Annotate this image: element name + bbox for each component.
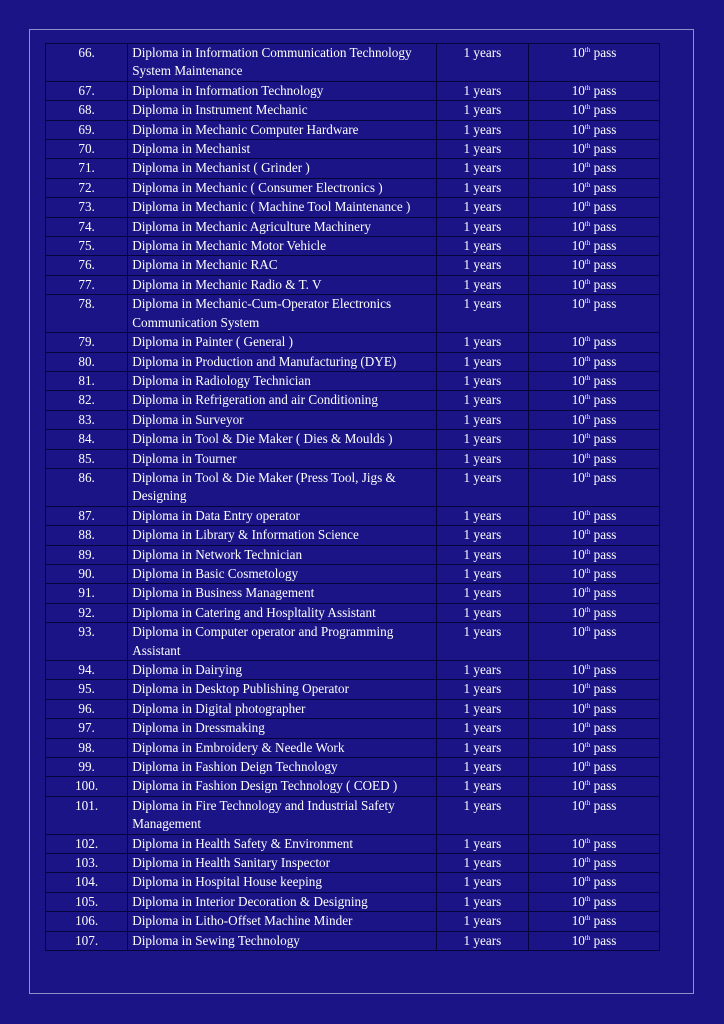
course-name: Diploma in Surveyor [128, 410, 437, 429]
course-eligibility: 10th pass [529, 101, 660, 120]
course-duration: 1 years [436, 603, 528, 622]
table-row [46, 699, 660, 718]
course-eligibility: 10th pass [529, 603, 660, 622]
course-name: Diploma in Health Sanitary Inspector [128, 854, 437, 873]
row-number: 91. [46, 584, 128, 603]
course-eligibility: 10th pass [529, 140, 660, 159]
course-eligibility: 10th pass [529, 699, 660, 718]
course-duration: 1 years [436, 140, 528, 159]
course-duration: 1 years [436, 430, 528, 449]
course-name: Diploma in Refrigeration and air Conditioning [128, 391, 437, 410]
row-number: 88. [46, 526, 128, 545]
row-number: 94. [46, 661, 128, 680]
course-eligibility: 10th pass [529, 912, 660, 931]
course-duration: 1 years [436, 256, 528, 275]
course-duration: 1 years [436, 699, 528, 718]
course-duration: 1 years [436, 217, 528, 236]
course-name: Diploma in Health Safety & Environment [128, 834, 437, 853]
course-duration: 1 years [436, 352, 528, 371]
course-name: Diploma in Mechanic Computer Hardware [128, 120, 437, 139]
course-eligibility: 10th pass [529, 758, 660, 777]
table-row [46, 854, 660, 873]
course-duration: 1 years [436, 506, 528, 525]
table-row [46, 295, 660, 333]
table-row [46, 256, 660, 275]
course-name: Diploma in Digital photographer [128, 699, 437, 718]
course-eligibility: 10th pass [529, 892, 660, 911]
course-duration: 1 years [436, 159, 528, 178]
table-row [46, 796, 660, 834]
course-name: Diploma in Data Entry operator [128, 506, 437, 525]
course-name: Diploma in Dairying [128, 661, 437, 680]
course-eligibility: 10th pass [529, 468, 660, 506]
table-row [46, 777, 660, 796]
table-row [46, 564, 660, 583]
row-number: 75. [46, 237, 128, 256]
table-row [46, 237, 660, 256]
course-duration: 1 years [436, 295, 528, 333]
course-duration: 1 years [436, 526, 528, 545]
course-eligibility: 10th pass [529, 391, 660, 410]
course-name: Diploma in Mechanic ( Machine Tool Maintenance ) [128, 198, 437, 217]
table-row [46, 81, 660, 100]
row-number: 81. [46, 371, 128, 390]
table-row [46, 545, 660, 564]
course-duration: 1 years [436, 81, 528, 100]
table-row [46, 603, 660, 622]
row-number: 102. [46, 834, 128, 853]
course-duration: 1 years [436, 237, 528, 256]
course-eligibility: 10th pass [529, 430, 660, 449]
table-row [46, 44, 660, 82]
table-row [46, 217, 660, 236]
course-duration: 1 years [436, 333, 528, 352]
row-number: 79. [46, 333, 128, 352]
row-number: 101. [46, 796, 128, 834]
row-number: 92. [46, 603, 128, 622]
course-name: Diploma in Mechanist [128, 140, 437, 159]
course-eligibility: 10th pass [529, 449, 660, 468]
course-eligibility: 10th pass [529, 44, 660, 82]
row-number: 95. [46, 680, 128, 699]
course-eligibility: 10th pass [529, 545, 660, 564]
course-name: Diploma in Interior Decoration & Designing [128, 892, 437, 911]
course-eligibility: 10th pass [529, 931, 660, 950]
row-number: 76. [46, 256, 128, 275]
course-eligibility: 10th pass [529, 661, 660, 680]
table-row [46, 410, 660, 429]
row-number: 100. [46, 777, 128, 796]
course-eligibility: 10th pass [529, 371, 660, 390]
course-duration: 1 years [436, 931, 528, 950]
course-name: Diploma in Mechanist ( Grinder ) [128, 159, 437, 178]
course-name: Diploma in Hospital House keeping [128, 873, 437, 892]
course-name: Diploma in Information Technology [128, 81, 437, 100]
table-row [46, 873, 660, 892]
course-eligibility: 10th pass [529, 352, 660, 371]
row-number: 106. [46, 912, 128, 931]
course-eligibility: 10th pass [529, 198, 660, 217]
course-table [45, 43, 660, 951]
row-number: 105. [46, 892, 128, 911]
row-number: 84. [46, 430, 128, 449]
row-number: 66. [46, 44, 128, 82]
course-duration: 1 years [436, 834, 528, 853]
row-number: 70. [46, 140, 128, 159]
row-number: 97. [46, 719, 128, 738]
course-duration: 1 years [436, 545, 528, 564]
course-eligibility: 10th pass [529, 410, 660, 429]
course-eligibility: 10th pass [529, 333, 660, 352]
course-duration: 1 years [436, 912, 528, 931]
row-number: 67. [46, 81, 128, 100]
course-duration: 1 years [436, 892, 528, 911]
course-duration: 1 years [436, 120, 528, 139]
row-number: 103. [46, 854, 128, 873]
course-duration: 1 years [436, 449, 528, 468]
course-eligibility: 10th pass [529, 719, 660, 738]
course-name: Diploma in Litho-Offset Machine Minder [128, 912, 437, 931]
course-eligibility: 10th pass [529, 680, 660, 699]
course-name: Diploma in Mechanic RAC [128, 256, 437, 275]
course-name: Diploma in Sewing Technology [128, 931, 437, 950]
course-duration: 1 years [436, 44, 528, 82]
table-row [46, 352, 660, 371]
course-name: Diploma in Mechanic Motor Vehicle [128, 237, 437, 256]
row-number: 72. [46, 178, 128, 197]
row-number: 74. [46, 217, 128, 236]
table-row [46, 834, 660, 853]
row-number: 73. [46, 198, 128, 217]
course-name: Diploma in Tool & Die Maker ( Dies & Moulds ) [128, 430, 437, 449]
course-eligibility: 10th pass [529, 526, 660, 545]
row-number: 83. [46, 410, 128, 429]
row-number: 107. [46, 931, 128, 950]
course-name: Diploma in Library & Information Science [128, 526, 437, 545]
table-row [46, 391, 660, 410]
table-row [46, 333, 660, 352]
table-row [46, 371, 660, 390]
course-name: Diploma in Tool & Die Maker (Press Tool, Jigs & Designing [128, 468, 437, 506]
row-number: 99. [46, 758, 128, 777]
row-number: 85. [46, 449, 128, 468]
document-page [29, 29, 694, 994]
course-name: Diploma in Fashion Deign Technology [128, 758, 437, 777]
course-duration: 1 years [436, 275, 528, 294]
course-eligibility: 10th pass [529, 777, 660, 796]
course-name: Diploma in Fire Technology and Industrial Safety Management [128, 796, 437, 834]
course-name: Diploma in Production and Manufacturing (DYE) [128, 352, 437, 371]
course-eligibility: 10th pass [529, 275, 660, 294]
table-row [46, 468, 660, 506]
course-duration: 1 years [436, 391, 528, 410]
course-eligibility: 10th pass [529, 81, 660, 100]
table-row [46, 159, 660, 178]
course-duration: 1 years [436, 198, 528, 217]
table-row [46, 275, 660, 294]
table-row [46, 719, 660, 738]
table-row [46, 661, 660, 680]
course-eligibility: 10th pass [529, 237, 660, 256]
table-row [46, 449, 660, 468]
course-duration: 1 years [436, 468, 528, 506]
table-row [46, 430, 660, 449]
row-number: 93. [46, 623, 128, 661]
course-duration: 1 years [436, 680, 528, 699]
course-name: Diploma in Dressmaking [128, 719, 437, 738]
course-duration: 1 years [436, 371, 528, 390]
table-row [46, 892, 660, 911]
course-eligibility: 10th pass [529, 295, 660, 333]
course-duration: 1 years [436, 873, 528, 892]
row-number: 98. [46, 738, 128, 757]
table-row [46, 758, 660, 777]
table-row [46, 680, 660, 699]
course-duration: 1 years [436, 719, 528, 738]
row-number: 71. [46, 159, 128, 178]
course-eligibility: 10th pass [529, 873, 660, 892]
row-number: 80. [46, 352, 128, 371]
table-row [46, 178, 660, 197]
course-eligibility: 10th pass [529, 506, 660, 525]
table-row [46, 738, 660, 757]
course-name: Diploma in Fashion Design Technology ( COED ) [128, 777, 437, 796]
table-row [46, 931, 660, 950]
course-eligibility: 10th pass [529, 584, 660, 603]
row-number: 82. [46, 391, 128, 410]
course-duration: 1 years [436, 584, 528, 603]
course-eligibility: 10th pass [529, 178, 660, 197]
course-name: Diploma in Radiology Technician [128, 371, 437, 390]
course-duration: 1 years [436, 738, 528, 757]
table-row [46, 584, 660, 603]
row-number: 89. [46, 545, 128, 564]
row-number: 86. [46, 468, 128, 506]
course-table-body [46, 44, 660, 951]
table-row [46, 526, 660, 545]
row-number: 87. [46, 506, 128, 525]
row-number: 69. [46, 120, 128, 139]
course-eligibility: 10th pass [529, 738, 660, 757]
row-number: 104. [46, 873, 128, 892]
table-row [46, 623, 660, 661]
row-number: 78. [46, 295, 128, 333]
course-name: Diploma in Information Communication Technology System Maintenance [128, 44, 437, 82]
course-name: Diploma in Mechanic Radio & T. V [128, 275, 437, 294]
course-name: Diploma in Mechanic ( Consumer Electronics ) [128, 178, 437, 197]
course-eligibility: 10th pass [529, 564, 660, 583]
table-row [46, 120, 660, 139]
course-eligibility: 10th pass [529, 159, 660, 178]
course-eligibility: 10th pass [529, 834, 660, 853]
course-name: Diploma in Basic Cosmetology [128, 564, 437, 583]
course-name: Diploma in Computer operator and Programming Assistant [128, 623, 437, 661]
course-name: Diploma in Mechanic-Cum-Operator Electronics Communication System [128, 295, 437, 333]
table-row [46, 101, 660, 120]
course-duration: 1 years [436, 854, 528, 873]
course-name: Diploma in Instrument Mechanic [128, 101, 437, 120]
course-eligibility: 10th pass [529, 217, 660, 236]
course-name: Diploma in Mechanic Agriculture Machinery [128, 217, 437, 236]
table-row [46, 506, 660, 525]
course-duration: 1 years [436, 661, 528, 680]
course-duration: 1 years [436, 410, 528, 429]
table-row [46, 912, 660, 931]
course-name: Diploma in Catering and Hospltality Assistant [128, 603, 437, 622]
course-duration: 1 years [436, 777, 528, 796]
course-eligibility: 10th pass [529, 120, 660, 139]
row-number: 77. [46, 275, 128, 294]
course-duration: 1 years [436, 758, 528, 777]
row-number: 96. [46, 699, 128, 718]
course-name: Diploma in Embroidery & Needle Work [128, 738, 437, 757]
course-eligibility: 10th pass [529, 256, 660, 275]
course-name: Diploma in Desktop Publishing Operator [128, 680, 437, 699]
course-duration: 1 years [436, 623, 528, 661]
course-duration: 1 years [436, 101, 528, 120]
course-eligibility: 10th pass [529, 854, 660, 873]
course-name: Diploma in Business Management [128, 584, 437, 603]
course-name: Diploma in Painter ( General ) [128, 333, 437, 352]
course-duration: 1 years [436, 564, 528, 583]
row-number: 68. [46, 101, 128, 120]
row-number: 90. [46, 564, 128, 583]
course-name: Diploma in Network Technician [128, 545, 437, 564]
table-row [46, 198, 660, 217]
course-duration: 1 years [436, 796, 528, 834]
course-eligibility: 10th pass [529, 623, 660, 661]
course-eligibility: 10th pass [529, 796, 660, 834]
table-row [46, 140, 660, 159]
course-duration: 1 years [436, 178, 528, 197]
course-name: Diploma in Tourner [128, 449, 437, 468]
